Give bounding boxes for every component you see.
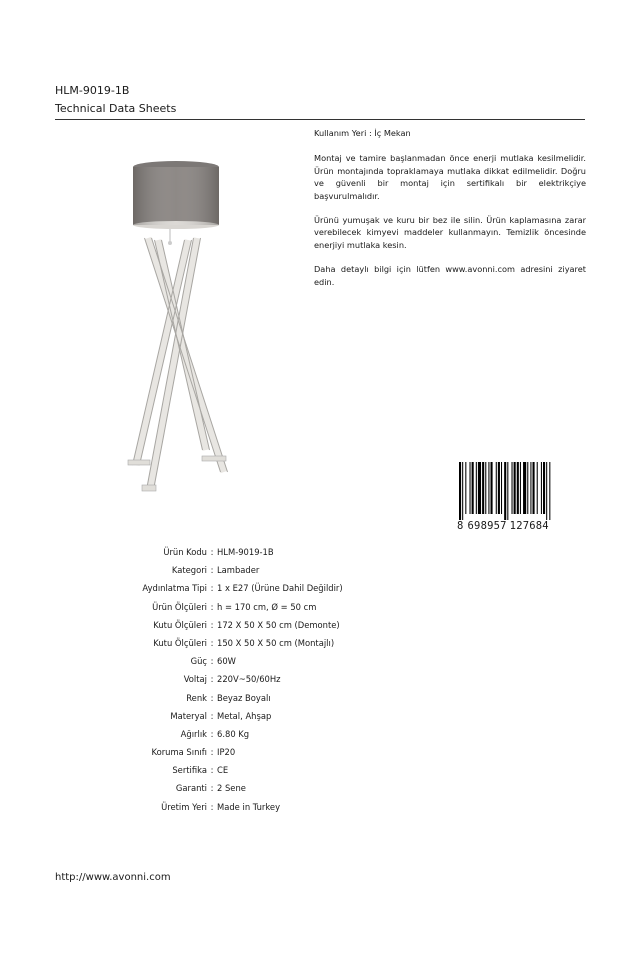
spec-label: Üretim Yeri	[161, 801, 207, 812]
spec-separator: :	[210, 601, 214, 612]
spec-separator: :	[210, 710, 214, 721]
spec-separator: :	[210, 637, 214, 648]
spec-separator: :	[210, 692, 214, 703]
spec-label: Materyal	[170, 710, 207, 721]
spec-separator: :	[210, 747, 214, 758]
spec-row	[60, 743, 460, 761]
spec-label: Sertifika	[172, 765, 207, 776]
spec-value: HLM-9019-1B	[217, 547, 274, 557]
spec-separator: :	[210, 801, 214, 812]
spec-label: Ağırlık	[180, 728, 207, 739]
spec-row	[60, 761, 460, 779]
spec-value: Beyaz Boyalı	[217, 692, 271, 703]
spec-separator: :	[210, 674, 214, 685]
spec-value: 1 x E27 (Ürüne Dahil Değildir)	[217, 583, 343, 594]
spec-label: Renk	[186, 692, 207, 703]
spec-row	[60, 798, 460, 816]
spec-row	[60, 670, 460, 688]
spec-value: Lambader	[217, 565, 260, 576]
info-block	[314, 127, 586, 300]
spec-row	[60, 725, 460, 743]
spec-row	[60, 779, 460, 797]
spec-label: Kategori	[171, 565, 207, 576]
spec-label: Güç	[190, 656, 207, 667]
spec-row	[60, 598, 460, 616]
cleaning-note: Ürünü yumuşak ve kuru bir bez ile silin. Ürün kaplamasına zarar verebilecek kimyevi maddeler kullanmayın. Temizlik öncesinde enerjiyi mutlaka kesin.	[314, 215, 586, 250]
spec-value: 60W	[217, 656, 236, 667]
document-header	[55, 84, 585, 120]
spec-separator: :	[210, 765, 214, 776]
spec-row	[60, 689, 460, 707]
barcode-digit-group-2: 127684	[509, 520, 549, 532]
more-info-note: Daha detaylı bilgi için lütfen www.avonni.com adresini ziyaret edin.	[314, 264, 586, 287]
spec-value: CE	[217, 765, 229, 776]
spec-value: 220V~50/60Hz	[217, 674, 281, 685]
barcode-digits	[457, 520, 585, 532]
spec-label: Koruma Sınıfı	[151, 747, 207, 758]
footer-url: http://www.avonni.com	[55, 872, 171, 883]
barcode	[457, 462, 585, 534]
spec-separator: :	[210, 583, 214, 594]
spec-value: 6.80 Kg	[217, 728, 250, 739]
spec-row	[60, 543, 460, 561]
spec-row	[60, 579, 460, 597]
spec-value: IP20	[217, 747, 236, 758]
spec-separator: :	[210, 728, 214, 739]
spec-row	[60, 634, 460, 652]
barcode-digit-first: 8	[457, 520, 464, 532]
spec-separator: :	[210, 565, 214, 576]
spec-value: Made in Turkey	[217, 801, 281, 812]
spec-value: Metal, Ahşap	[217, 710, 272, 721]
usage-location: Kullanım Yeri : İç Mekan	[314, 128, 411, 138]
spec-row	[60, 652, 460, 670]
spec-separator: :	[210, 547, 214, 557]
barcode-bars	[457, 462, 585, 520]
spec-label: Voltaj	[183, 674, 207, 685]
spec-separator: :	[210, 656, 214, 667]
product-code-title: HLM-9019-1B	[55, 84, 130, 97]
barcode-digit-group-1: 698957	[467, 520, 507, 532]
spec-separator: :	[210, 619, 214, 630]
spec-label: Kutu Ölçüleri	[153, 637, 207, 648]
spec-row	[60, 707, 460, 725]
spec-row	[60, 561, 460, 579]
spec-label: Aydınlatma Tipi	[142, 583, 207, 594]
spec-separator: :	[210, 783, 214, 794]
spec-label: Ürün Kodu	[163, 547, 207, 557]
floor-lamp-image	[112, 150, 252, 500]
spec-label: Kutu Ölçüleri	[153, 619, 207, 630]
spec-label: Ürün Ölçüleri	[152, 601, 207, 612]
spec-value: 172 X 50 X 50 cm (Demonte)	[217, 619, 340, 630]
spec-value: h = 170 cm, Ø = 50 cm	[217, 601, 317, 612]
document-subtitle: Technical Data Sheets	[55, 102, 585, 120]
spec-row	[60, 616, 460, 634]
spec-value: 2 Sene	[217, 783, 246, 794]
spec-value: 150 X 50 X 50 cm (Montajlı)	[217, 637, 335, 648]
spec-table	[60, 543, 460, 816]
spec-label: Garanti	[175, 783, 207, 794]
safety-note: Montaj ve tamire başlanmadan önce enerji mutlaka kesilmelidir. Ürün montajında topraklamaya mutlaka dikkat edilmelidir. Doğru ve güvenli bir montaj için sertifikalı bir elektrikçiye başvurulmalıdır.	[314, 153, 586, 201]
